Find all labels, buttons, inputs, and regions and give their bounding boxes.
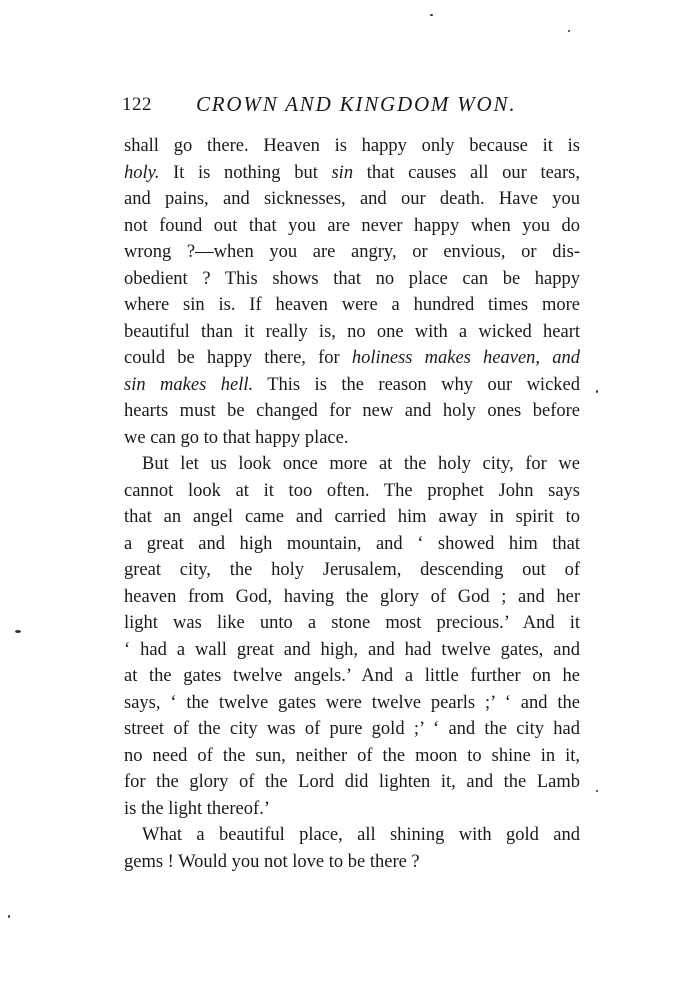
text-line: [124, 637, 580, 664]
text-run: and pains, and sicknesses, and our death. Have you: [124, 189, 580, 209]
running-title: CROWN AND KINGDOM WON.: [196, 92, 517, 116]
text-line: [124, 743, 580, 770]
text-run: ‘ had a wall great and high, and had twelve gates, and: [124, 639, 580, 660]
text-line: [124, 213, 580, 240]
print-speck: [596, 790, 598, 792]
text-line: [124, 478, 580, 505]
text-line: [124, 372, 580, 399]
text-run: obedient ? This shows that no place can be happy: [124, 268, 580, 289]
text-line: [124, 610, 580, 637]
text-line: [124, 849, 580, 876]
text-run: light was like unto a stone most precious.’ And it: [124, 613, 580, 633]
page-header: [122, 92, 582, 122]
print-speck: [430, 14, 433, 16]
print-speck: [596, 390, 598, 393]
text-run: not found out that you are never happy when you do: [124, 215, 580, 236]
text-line: [124, 504, 580, 531]
print-speck: [8, 915, 10, 918]
text-run: shall go there. Heaven is happy only because it is: [124, 136, 580, 156]
text-line: [124, 345, 580, 372]
text-line: [124, 133, 580, 160]
text-run: a great and high mountain, and ‘ showed him that: [124, 533, 580, 554]
print-speck: [15, 630, 21, 633]
text-run: that causes all our tears,: [353, 162, 580, 183]
italic-text: sin: [331, 162, 354, 183]
text-line: [124, 557, 580, 584]
text-line: [124, 769, 580, 796]
text-line: [124, 425, 580, 452]
text-line: [124, 451, 580, 478]
text-run: where sin is. If heaven were a hundred times more: [124, 295, 580, 315]
text-line: [124, 160, 580, 187]
text-line: [124, 266, 580, 293]
text-run: no need of the sun, neither of the moon to shine in it,: [124, 745, 580, 766]
text-line: [124, 822, 580, 849]
text-run: says, ‘ the twelve gates were twelve pearls ;’ ‘ and the: [124, 692, 580, 713]
text-run: we can go to that happy place.: [124, 427, 349, 448]
text-run: heaven from God, having the glory of God ; and her: [124, 586, 580, 607]
italic-text: sin makes hell.: [124, 374, 254, 395]
text-line: [124, 690, 580, 717]
print-speck: [568, 30, 570, 32]
text-run: cannot look at it too often. The prophet John says: [124, 480, 580, 501]
text-run: This is the reason why our wicked: [253, 374, 580, 395]
text-line: [124, 239, 580, 266]
italic-text: holy.: [124, 162, 160, 183]
text-line: [124, 584, 580, 611]
text-line: [124, 531, 580, 558]
text-line: [124, 186, 580, 213]
text-run: wrong ?—when you are angry, or envious, or dis-: [124, 242, 580, 262]
text-run: It is nothing but: [159, 162, 332, 183]
text-run: for the glory of the Lord did lighten it, and the Lamb: [124, 772, 580, 792]
text-line: [124, 319, 580, 346]
text-run: gems ! Would you not love to be there ?: [124, 851, 420, 872]
text-line: [124, 398, 580, 425]
text-run: What a beautiful place, all shining with gold and: [142, 825, 580, 845]
italic-text: holiness makes heaven, and: [351, 348, 580, 368]
text-run: street of the city was of pure gold ;’ ‘ and the city had: [124, 719, 580, 739]
page-number: 122: [122, 94, 152, 115]
text-run: great city, the holy Jerusalem, descending out of: [124, 560, 580, 580]
text-run: could be happy there, for: [124, 348, 352, 368]
text-line: [124, 663, 580, 690]
text-run: at the gates twelve angels.’ And a little further on he: [124, 666, 580, 686]
text-run: But let us look once more at the holy city, for we: [142, 454, 580, 474]
text-line: [124, 796, 580, 823]
body-text: [124, 133, 580, 875]
text-line: [124, 292, 580, 319]
text-run: is the light thereof.’: [124, 798, 270, 819]
text-run: that an angel came and carried him away in spirit to: [124, 507, 580, 527]
text-run: beautiful than it really is, no one with a wicked heart: [124, 321, 580, 342]
text-run: hearts must be changed for new and holy ones before: [124, 401, 580, 421]
text-line: [124, 716, 580, 743]
